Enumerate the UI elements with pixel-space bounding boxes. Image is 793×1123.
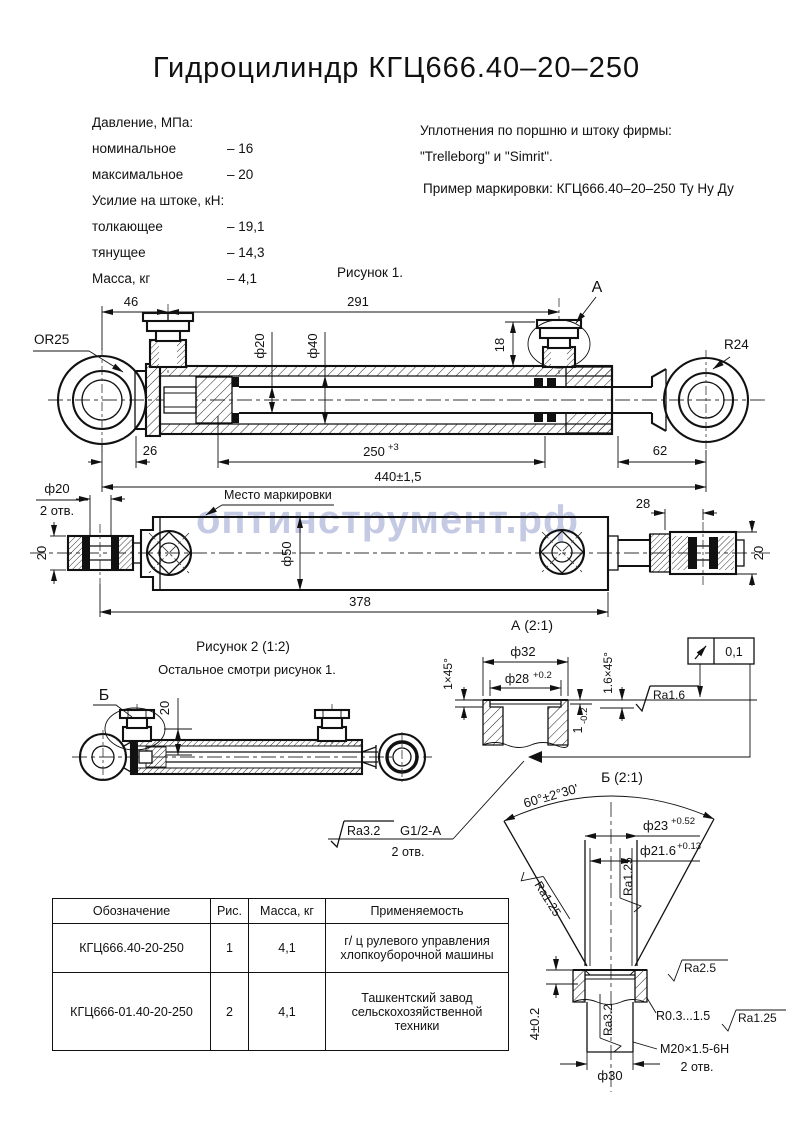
- spec-list: [92, 110, 265, 292]
- dim-dia30: ф30: [597, 1068, 623, 1083]
- spec-row: [92, 214, 265, 240]
- roughness-ra125-bore-top: Ra1.25: [621, 857, 635, 896]
- spec-value: – 16: [227, 141, 254, 156]
- dim-1: 1: [571, 726, 585, 734]
- dim-dia28-tolerance: +0.2: [533, 670, 552, 681]
- dim-291: 291: [347, 294, 369, 309]
- cell-mass: 4,1: [249, 924, 326, 973]
- spec-label: максимальное: [92, 167, 184, 182]
- spec-row: [92, 240, 265, 266]
- page-title: Гидроцилиндр КГЦ666.40–20–250: [152, 52, 641, 84]
- table-row: [53, 924, 509, 973]
- cell-application: Ташкентский завод сельскохозяйственной техники: [326, 973, 509, 1051]
- dim-4: 4±0.2: [527, 1007, 542, 1041]
- spec-label: номинальное: [92, 141, 177, 156]
- dim-dia23-tolerance: +0.52: [671, 816, 696, 827]
- spec-value: – 19,1: [227, 219, 265, 234]
- chamfer-16x45: 1.6×45°: [601, 652, 615, 694]
- roughness-ra32-bore: Ra3.2: [601, 1003, 615, 1036]
- label-r24: R24: [724, 337, 749, 352]
- dim-26: 26: [142, 443, 158, 458]
- spec-label: толкающее: [92, 219, 163, 234]
- spec-label: тянущее: [92, 245, 146, 260]
- spec-value: – 20: [227, 167, 254, 182]
- datum-triangle-icon: [528, 751, 542, 763]
- roughness-ra32-thread: Ra3.2: [347, 824, 381, 838]
- spec-row: [92, 188, 265, 214]
- dim-dia40-bore: ф40: [305, 333, 320, 359]
- dim-250: 250: [363, 444, 385, 459]
- dim-62: 62: [652, 443, 668, 458]
- spec-row: [92, 136, 265, 162]
- col-header-designation: Обозначение: [53, 899, 211, 924]
- cell-figure: 2: [211, 973, 249, 1051]
- roughness-ra16: Ra1.6: [653, 688, 686, 702]
- dim-dia20-holes: ф20: [44, 481, 70, 496]
- figure-2-view: [72, 639, 524, 859]
- dim-dia50: ф50: [279, 541, 294, 567]
- applicability-table: [52, 898, 509, 1051]
- cell-mass: 4,1: [249, 973, 326, 1051]
- marking-example: Пример маркировки: КГЦ666.40–20–250 Ту Ну Ду: [423, 181, 734, 196]
- dim-dia20-rod: ф20: [252, 333, 267, 359]
- detail-b-title: Б (2:1): [601, 769, 643, 785]
- spec-value: – 4,1: [227, 271, 258, 286]
- cell-application: г/ ц рулевого управления хлопкоуборочной машины: [326, 924, 509, 973]
- watermark: оптинструмент.рф: [196, 498, 580, 542]
- col-header-mass: Масса, кг: [249, 899, 326, 924]
- runout-tolerance-value: 0,1: [725, 645, 743, 659]
- dim-angle-60: 60°±2°30': [521, 780, 580, 811]
- col-header-application: Применяемость: [326, 899, 509, 924]
- seal-note-line: Уплотнения по поршню и штоку фирмы:: [420, 123, 672, 138]
- detail-a-callout-label: А: [591, 279, 603, 296]
- dim-28: 28: [635, 496, 651, 511]
- cell-designation: КГЦ666-01.40-20-250: [53, 973, 211, 1051]
- figure-1-top-view: [30, 481, 770, 617]
- thread-spec-m20: M20×1.5-6H: [660, 1042, 730, 1056]
- spec-label: Давление, МПа:: [92, 115, 194, 130]
- spec-row: [92, 266, 265, 292]
- dim-dia23: ф23: [643, 818, 669, 833]
- dim-378: 378: [349, 594, 371, 609]
- detail-b-callout-label: Б: [98, 687, 110, 704]
- col-header-figure: Рис.: [211, 899, 249, 924]
- dim-20-left: 20: [34, 545, 49, 561]
- spec-label: Масса, кг: [92, 271, 151, 286]
- dim-1-tolerance: -0.2: [579, 707, 590, 724]
- label-or25: OR25: [34, 332, 70, 347]
- spec-label: Усилие на штоке, кН:: [92, 193, 225, 208]
- chamfer-1x45: 1×45°: [441, 658, 455, 690]
- figure-2-caption: Рисунок 2 (1:2): [196, 639, 290, 654]
- dim-dia216-tolerance: +0.13: [677, 841, 702, 852]
- roughness-ra25-face: Ra2.5: [684, 961, 717, 975]
- seal-note-line: "Trelleborg" и "Simrit".: [420, 149, 553, 164]
- spec-value: – 14,3: [227, 245, 265, 260]
- roughness-ra125-edge: Ra1.25: [738, 1011, 777, 1025]
- label-marking-place: Место маркировки: [224, 488, 332, 502]
- figure-2-note: Остальное смотри рисунок 1.: [158, 662, 336, 677]
- dim-dia32: ф32: [510, 644, 536, 659]
- dim-18: 18: [492, 337, 507, 353]
- thread-holes-note: 2 отв.: [391, 845, 425, 859]
- dim-edge-radius: R0.3...1.5: [656, 1009, 711, 1023]
- dim-46: 46: [123, 294, 139, 309]
- detail-b-view: [504, 769, 786, 1092]
- spec-row: [92, 110, 265, 136]
- dim-dia28: ф28: [504, 672, 530, 686]
- thread-holes-note-b: 2 отв.: [680, 1060, 714, 1074]
- table-row: [53, 973, 509, 1051]
- thread-spec-g12: G1/2-А: [400, 823, 442, 838]
- cell-designation: КГЦ666.40-20-250: [53, 924, 211, 973]
- roughness-ra125-cone: Ra1.25: [531, 878, 565, 919]
- figure-1-caption: Рисунок 1.: [337, 265, 403, 280]
- dim-20-right: 20: [751, 545, 766, 561]
- figure-1-section-view: [33, 265, 766, 492]
- dim-2-holes-note: 2 отв.: [39, 503, 75, 518]
- table-header-row: [53, 899, 509, 924]
- cell-figure: 1: [211, 924, 249, 973]
- dim-dia216: ф21.6: [640, 843, 676, 858]
- dim-20-fig2: 20: [157, 700, 172, 716]
- spec-row: [92, 162, 265, 188]
- detail-a-title: А (2:1): [510, 617, 554, 633]
- seal-notes: [420, 118, 790, 202]
- dim-250-tolerance: +3: [388, 442, 399, 453]
- detail-a-view: [441, 617, 757, 763]
- dim-440: 440±1,5: [374, 469, 422, 484]
